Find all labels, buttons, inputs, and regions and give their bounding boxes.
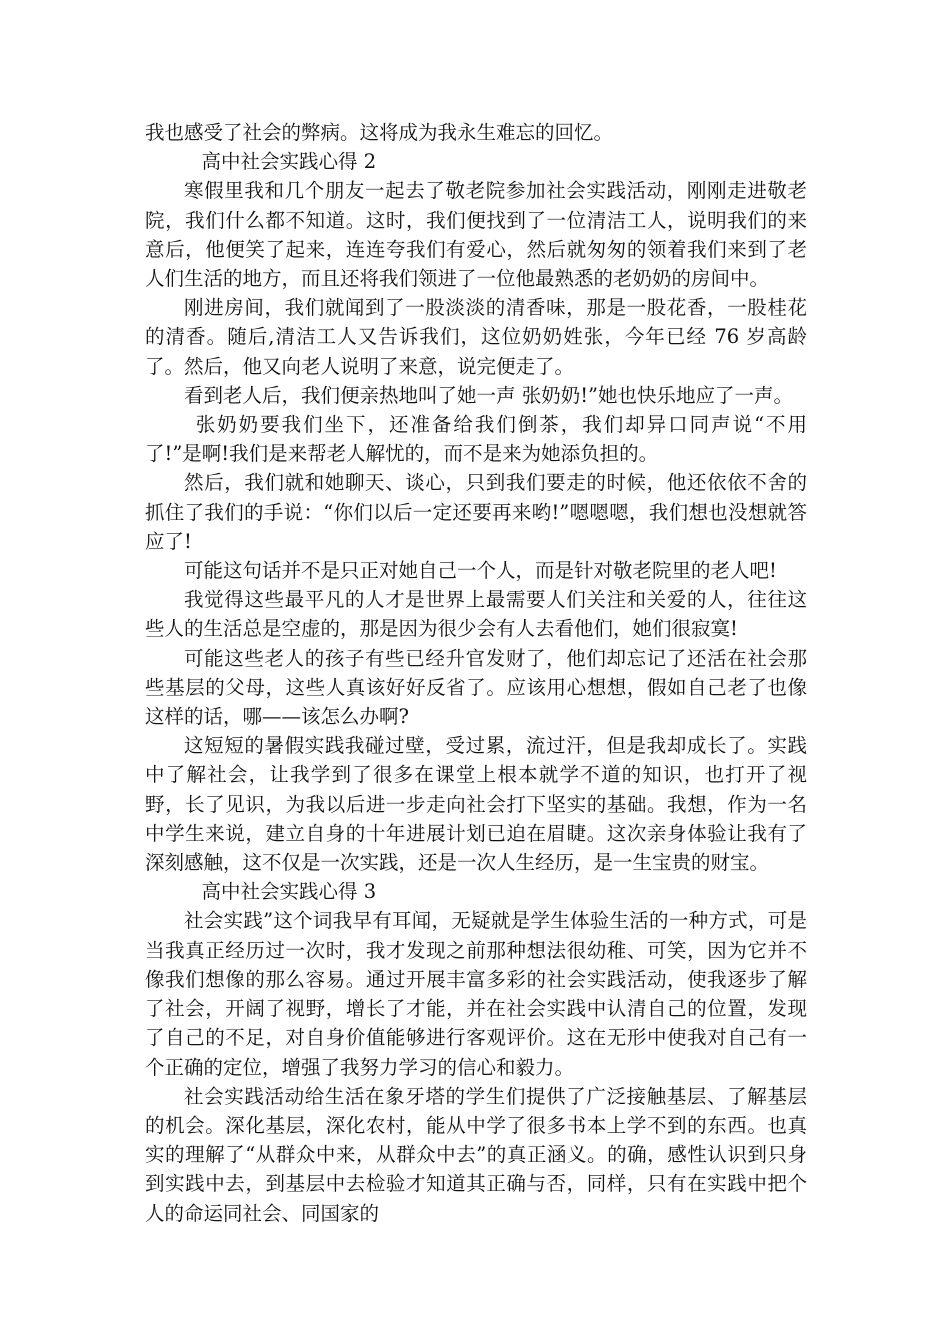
paragraph: 可能这句话并不是只正对她自己一个人，而是针对敬老院里的老人吧! [184, 559, 777, 583]
paragraph: 我也感受了社会的弊病。这将成为我永生难忘的回忆。 [145, 121, 614, 144]
paragraph: 可能这些老人的孩子有些已经升官发财了，他们却忘记了还活在社会那些基层的父母，这些人真该好好反省了。应该用心想想，假如自己老了也像这样的话，哪——该怎么办啊? [145, 646, 807, 729]
paragraph: 张奶奶要我们坐下，还准备给我们倒茶，我们却异口同声说“不用了!”是啊!我们是来帮老人解忧的，而不是来为她添负担的。 [145, 413, 807, 466]
paragraph: 社会实践活动给生活在象牙塔的学生们提供了广泛接触基层、了解基层的机会。深化基层，深化农村，能从中学了很多书本上学不到的东西。也真实的理解了“从群众中来，从群众中去”的真正涵义。的确，感性认识到只身到实践中去，到基层中去检验才知道其正确与否，同样，只有在实践中把个人的命运同社会、同国家的 [145, 1084, 807, 1225]
paragraph: 看到老人后，我们便亲热地叫了她一声 张奶奶!”她也快乐地应了一声。 [184, 383, 794, 407]
document-body [145, 118, 807, 1228]
paragraph: 然后，我们就和她聊天、谈心，只到我们要走的时候，他还依依不舍的抓住了我们的手说：“你们以后一定还要再来哟!”嗯嗯嗯，我们想也没想就答应了! [145, 471, 807, 553]
paragraph: 刚进房间，我们就闻到了一股淡淡的清香味，那是一股花香，一股桂花的清香。随后,清洁工人又告诉我们，这位奶奶姓张，今年已经 76 岁高龄了。然后，他又向老人说明了来意，说完便走了。 [145, 296, 807, 378]
paragraph: 我觉得这些最平凡的人才是世界上最需要人们关注和关爱的人，往往这些人的生活总是空虚的，那是因为很少会有人去看他们，她们很寂寞! [145, 588, 807, 641]
section-heading: 高中社会实践心得 2 [201, 150, 377, 174]
paragraph: 社会实践”这个词我早有耳闻，无疑就是学生体验生活的一种方式，可是当我真正经历过一次时，我才发现之前那种想法很幼稚、可笑，因为它并不像我们想像的那么容易。通过开展丰富多彩的社会实践活动，使我逐步了解了社会，开阔了视野，增长了才能，并在社会实践中认清自己的位置，发现了自己的不足，对自身价值能够进行客观评价。这在无形中使我对自己有一个正确的定位，增强了我努力学习的信心和毅力。 [145, 909, 807, 1079]
section-heading: 高中社会实践心得 3 [201, 880, 377, 904]
paragraph: 这短短的暑假实践我碰过壁，受过累，流过汗，但是我却成长了。实践中了解社会，让我学到了很多在课堂上根本就学不道的知识，也打开了视野，长了见识，为我以后进一步走向社会打下坚实的基础。我想，作为一名中学生来说，建立自身的十年进展计划已迫在眉睫。这次亲身体验让我有了深刻感触，这不仅是一次实践，还是一次人生经历，是一生宝贵的财宝。 [145, 734, 807, 875]
paragraph: 寒假里我和几个朋友一起去了敬老院参加社会实践活动，刚刚走进敬老院，我们什么都不知道。这时，我们便找到了一位清洁工人，说明我们的来意后，他便笑了起来，连连夸我们有爱心，然后就匆匆的领着我们来到了老人们生活的地方，而且还将我们领进了一位他最熟悉的老奶奶的房间中。 [145, 179, 807, 291]
